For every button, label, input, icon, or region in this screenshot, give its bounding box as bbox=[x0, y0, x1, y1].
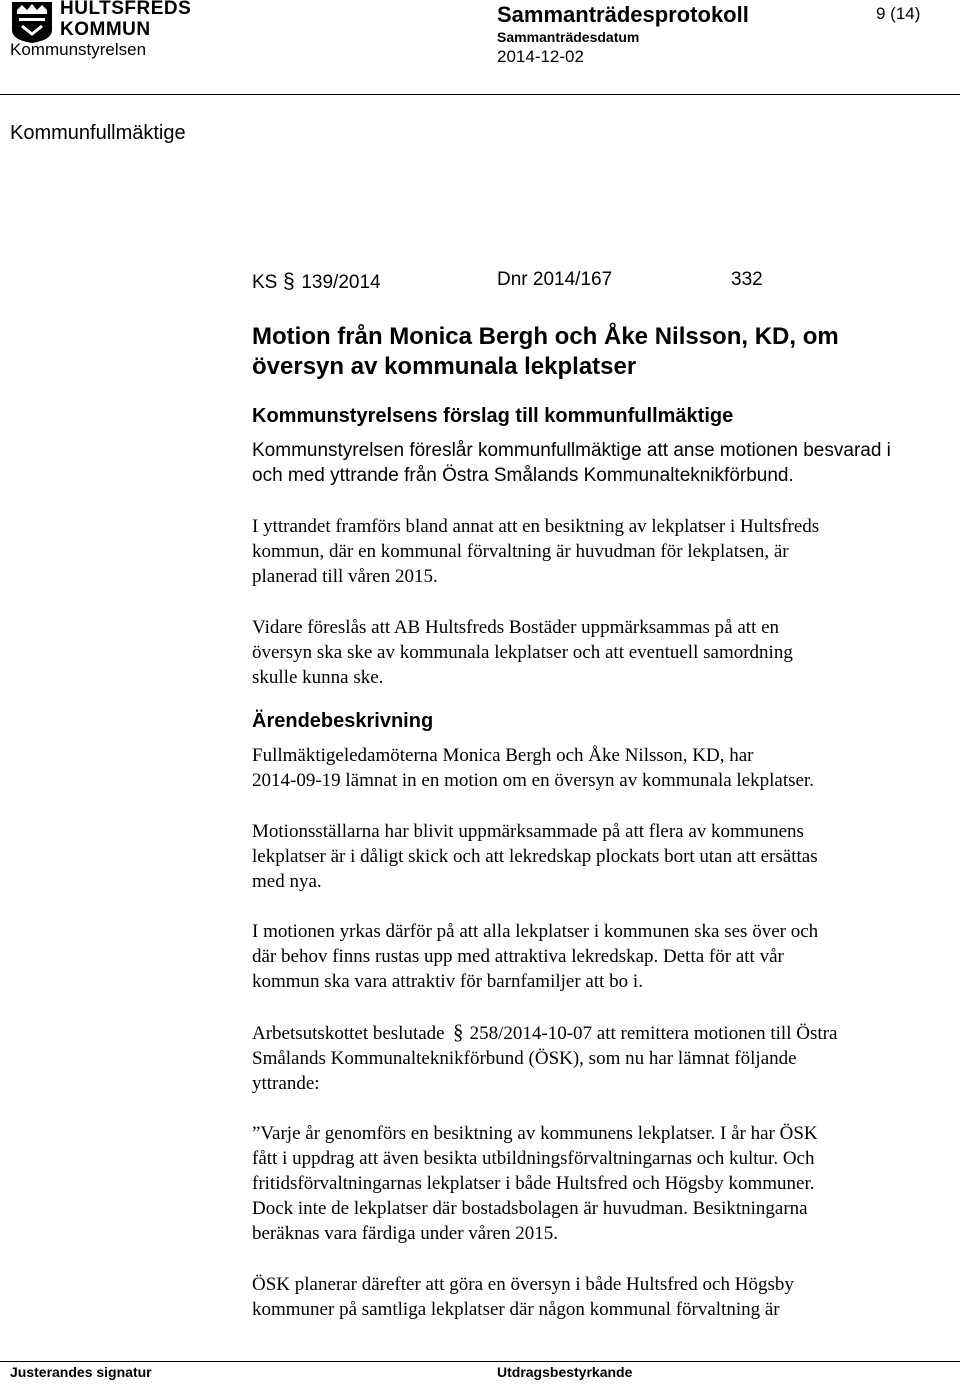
logo-line-2: KOMMUN bbox=[60, 19, 151, 40]
text-line: 2014-09-19 lämnat in en motion om en översyn av kommunala lekplatser. bbox=[252, 770, 814, 791]
signature-label: Justerandes signatur bbox=[10, 1364, 152, 1380]
text-line: Dock inte de lekplatser där bostadsbolagen är huvudman. Besiktningarna bbox=[252, 1198, 808, 1219]
text-line: översyn ska ske av kommunala lekplatser och att eventuell samordning bbox=[252, 642, 793, 663]
text-line: yttrande: bbox=[252, 1073, 320, 1094]
paragraph-review-plan bbox=[252, 1272, 942, 1322]
text-line: kommun, där en kommunal förvaltning är huvudman för lekplatsen, är bbox=[252, 541, 789, 562]
text-line: där behov finns rustas upp med attraktiva lekredskap. Detta för att vår bbox=[252, 946, 784, 967]
text-line: lekplatser är i dåligt skick och att lekredskap plockats bort utan att ersättas bbox=[252, 846, 818, 867]
text-line: skulle kunna ske. bbox=[252, 667, 384, 688]
case-ks-prefix: KS bbox=[252, 272, 278, 293]
extract-label: Utdragsbestyrkande bbox=[497, 1364, 633, 1380]
text-line: beräknas vara färdiga under våren 2015. bbox=[252, 1223, 558, 1244]
section-sign-icon bbox=[453, 1020, 465, 1044]
description-heading: Ärendebeskrivning bbox=[252, 710, 434, 732]
section-sign-icon bbox=[283, 269, 295, 293]
org-name: Kommunstyrelsen bbox=[10, 40, 147, 59]
motion-title bbox=[252, 322, 942, 382]
page-number: 9 (14) bbox=[876, 4, 921, 23]
text-line: kommun ska vara attraktiv för barnfamiljer att bo i. bbox=[252, 971, 643, 992]
svg-text:§: § bbox=[452, 1020, 464, 1044]
text-line: planerad till våren 2015. bbox=[252, 566, 438, 587]
text-span: Arbetsutskottet beslutade bbox=[252, 1023, 445, 1044]
paragraph-housing bbox=[252, 615, 942, 690]
text-line: kommuner på samtliga lekplatser där någon kommunal förvaltning är bbox=[252, 1299, 780, 1320]
proposal-text bbox=[252, 438, 942, 488]
proposal-heading: Kommunstyrelsens förslag till kommunfullmäktige bbox=[252, 405, 734, 427]
meeting-date-label: Sammanträdesdatum bbox=[497, 29, 640, 45]
motion-title-line: översyn av kommunala lekplatser bbox=[252, 353, 637, 380]
text-line: ÖSK planerar därefter att göra en översyn i både Hultsfred och Högsby bbox=[252, 1274, 794, 1295]
case-reference bbox=[252, 269, 381, 294]
motion-title-line: Motion från Monica Bergh och Åke Nilsson, KD, om bbox=[252, 323, 839, 350]
text-line: med nya. bbox=[252, 871, 322, 892]
case-dnr: Dnr 2014/167 bbox=[497, 269, 613, 290]
municipality-logo bbox=[10, 0, 192, 44]
logo-line-1: HULTSFREDS bbox=[60, 0, 192, 19]
text-line: ”Varje år genomförs en besiktning av kommunens lekplatser. I år har ÖSK bbox=[252, 1123, 818, 1144]
text-line: Fullmäktigeledamöterna Monica Bergh och Åke Nilsson, KD, har bbox=[252, 745, 754, 766]
text-line: Kommunstyrelsen föreslår kommunfullmäktige att anse motionen besvarad i bbox=[252, 440, 891, 461]
paragraph-committee bbox=[252, 1020, 942, 1096]
case-number: 332 bbox=[731, 269, 763, 290]
text-span: 258/2014-10-07 att remittera motionen till Östra bbox=[469, 1023, 838, 1044]
body-name: Kommunfullmäktige bbox=[10, 122, 186, 144]
paragraph-demand bbox=[252, 919, 942, 994]
text-line: I yttrandet framförs bland annat att en besiktning av lekplatser i Hultsfreds bbox=[252, 516, 820, 537]
svg-text:§: § bbox=[283, 270, 296, 293]
text-line: och med yttrande från Östra Smålands Kommunalteknikförbund. bbox=[252, 465, 794, 486]
text-line: fritidsförvaltningarnas lekplatser i både Hultsfred och Högsby kommuner. bbox=[252, 1173, 815, 1194]
case-ks-number: 139/2014 bbox=[301, 272, 381, 293]
quoted-statement bbox=[252, 1121, 942, 1246]
text-line: Vidare föreslås att AB Hultsfreds Bostäder uppmärksammas på att en bbox=[252, 617, 780, 638]
text-line bbox=[252, 1020, 942, 1046]
footer-divider bbox=[0, 1361, 960, 1362]
paragraph-submission bbox=[252, 743, 942, 793]
meeting-date-value: 2014-12-02 bbox=[497, 47, 584, 66]
text-line: fått i uppdrag att även besikta utbildningsförvaltningarnas och kultur. Och bbox=[252, 1148, 815, 1169]
text-line: Smålands Kommunalteknikförbund (ÖSK), som nu har lämnat följande bbox=[252, 1048, 797, 1069]
protocol-title: Sammanträdesprotokoll bbox=[497, 2, 749, 27]
paragraph-condition bbox=[252, 819, 942, 894]
text-line: Motionsställarna har blivit uppmärksammade på att flera av kommunens bbox=[252, 821, 804, 842]
paragraph-inspection bbox=[252, 514, 942, 589]
text-line: I motionen yrkas därför på att alla lekplatser i kommunen ska ses över och bbox=[252, 921, 819, 942]
header-divider bbox=[0, 94, 960, 95]
